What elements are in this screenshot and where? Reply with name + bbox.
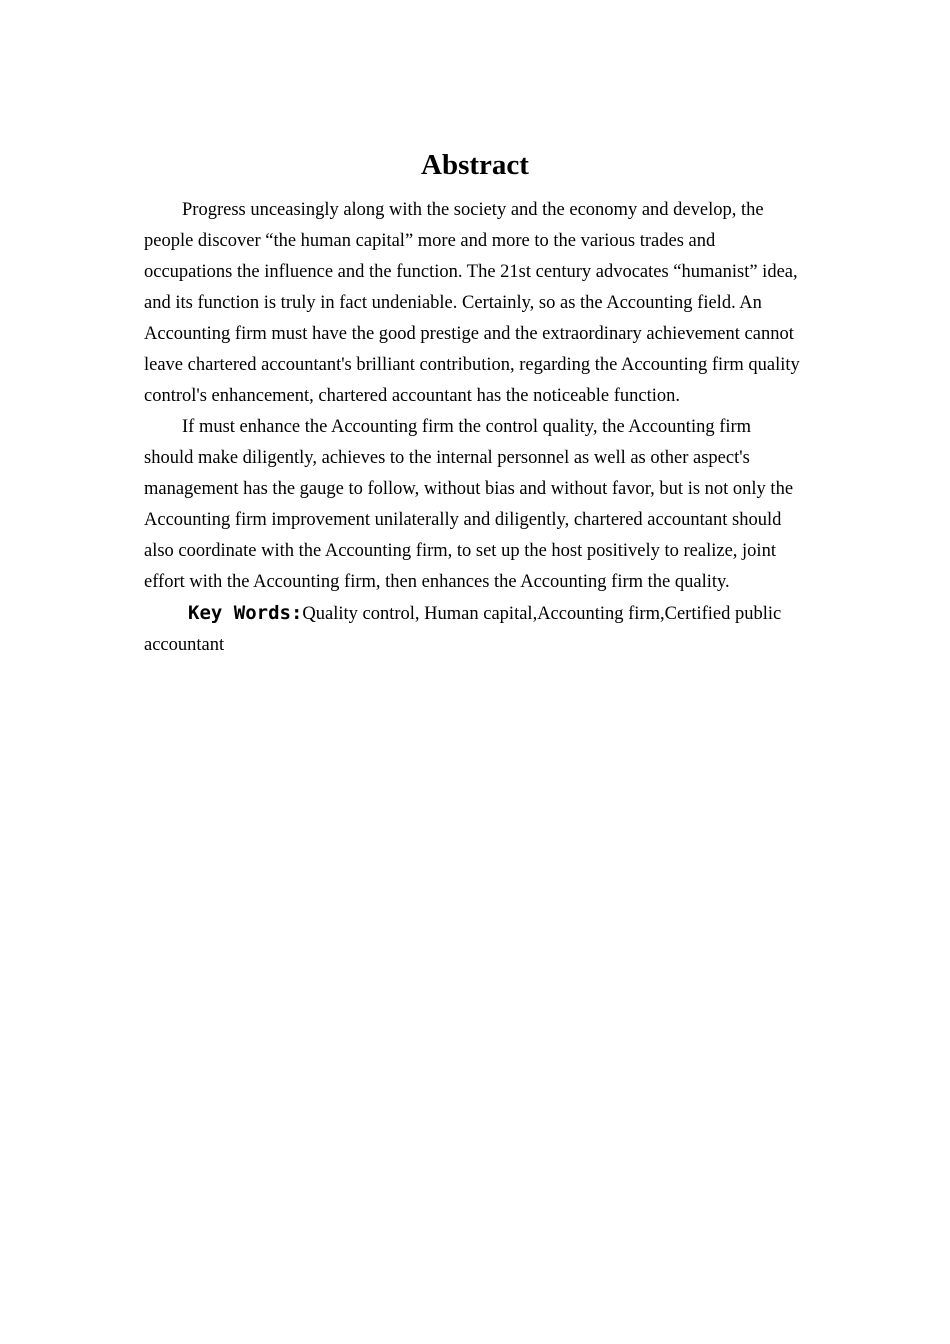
keywords-label: Key Words: xyxy=(188,602,303,624)
abstract-body xyxy=(144,195,804,661)
keyword-separator: , xyxy=(532,604,538,624)
keyword-item: Certified public accountant xyxy=(144,604,782,655)
keyword-item: Accounting firm xyxy=(537,604,660,624)
keywords-line xyxy=(144,598,804,661)
keyword-separator: , xyxy=(414,604,420,624)
abstract-paragraph-1: Progress unceasingly along with the society and the economy and develop, the people discover “the human capital” more and more to the various trades and occupations the influence and the function. The 21st century advocates “humanist” idea, and its function is truly in fact undeniable. Certainly, so as the Accounting field. An Accounting firm must have the good prestige and the extraordinary achievement cannot leave chartered accountant's brilliant contribution, regarding the Accounting firm quality control's enhancement, chartered accountant has the noticeable function. xyxy=(144,200,800,406)
keyword-item: Human capital xyxy=(424,604,533,624)
keyword-separator: , xyxy=(659,604,665,624)
abstract-paragraph-2: If must enhance the Accounting firm the control quality, the Accounting firm should make diligently, achieves to the internal personnel as well as other aspect's management has the gauge to follow, without bias and without favor, but is not only the Accounting firm improvement unilaterally and diligently, chartered accountant should also coordinate with the Accounting firm, to set up the host positively to realize, joint effort with the Accounting firm, then enhances the Accounting firm the quality. xyxy=(144,417,794,592)
keyword-item: Quality control xyxy=(302,604,415,624)
abstract-heading: Abstract xyxy=(421,149,529,181)
